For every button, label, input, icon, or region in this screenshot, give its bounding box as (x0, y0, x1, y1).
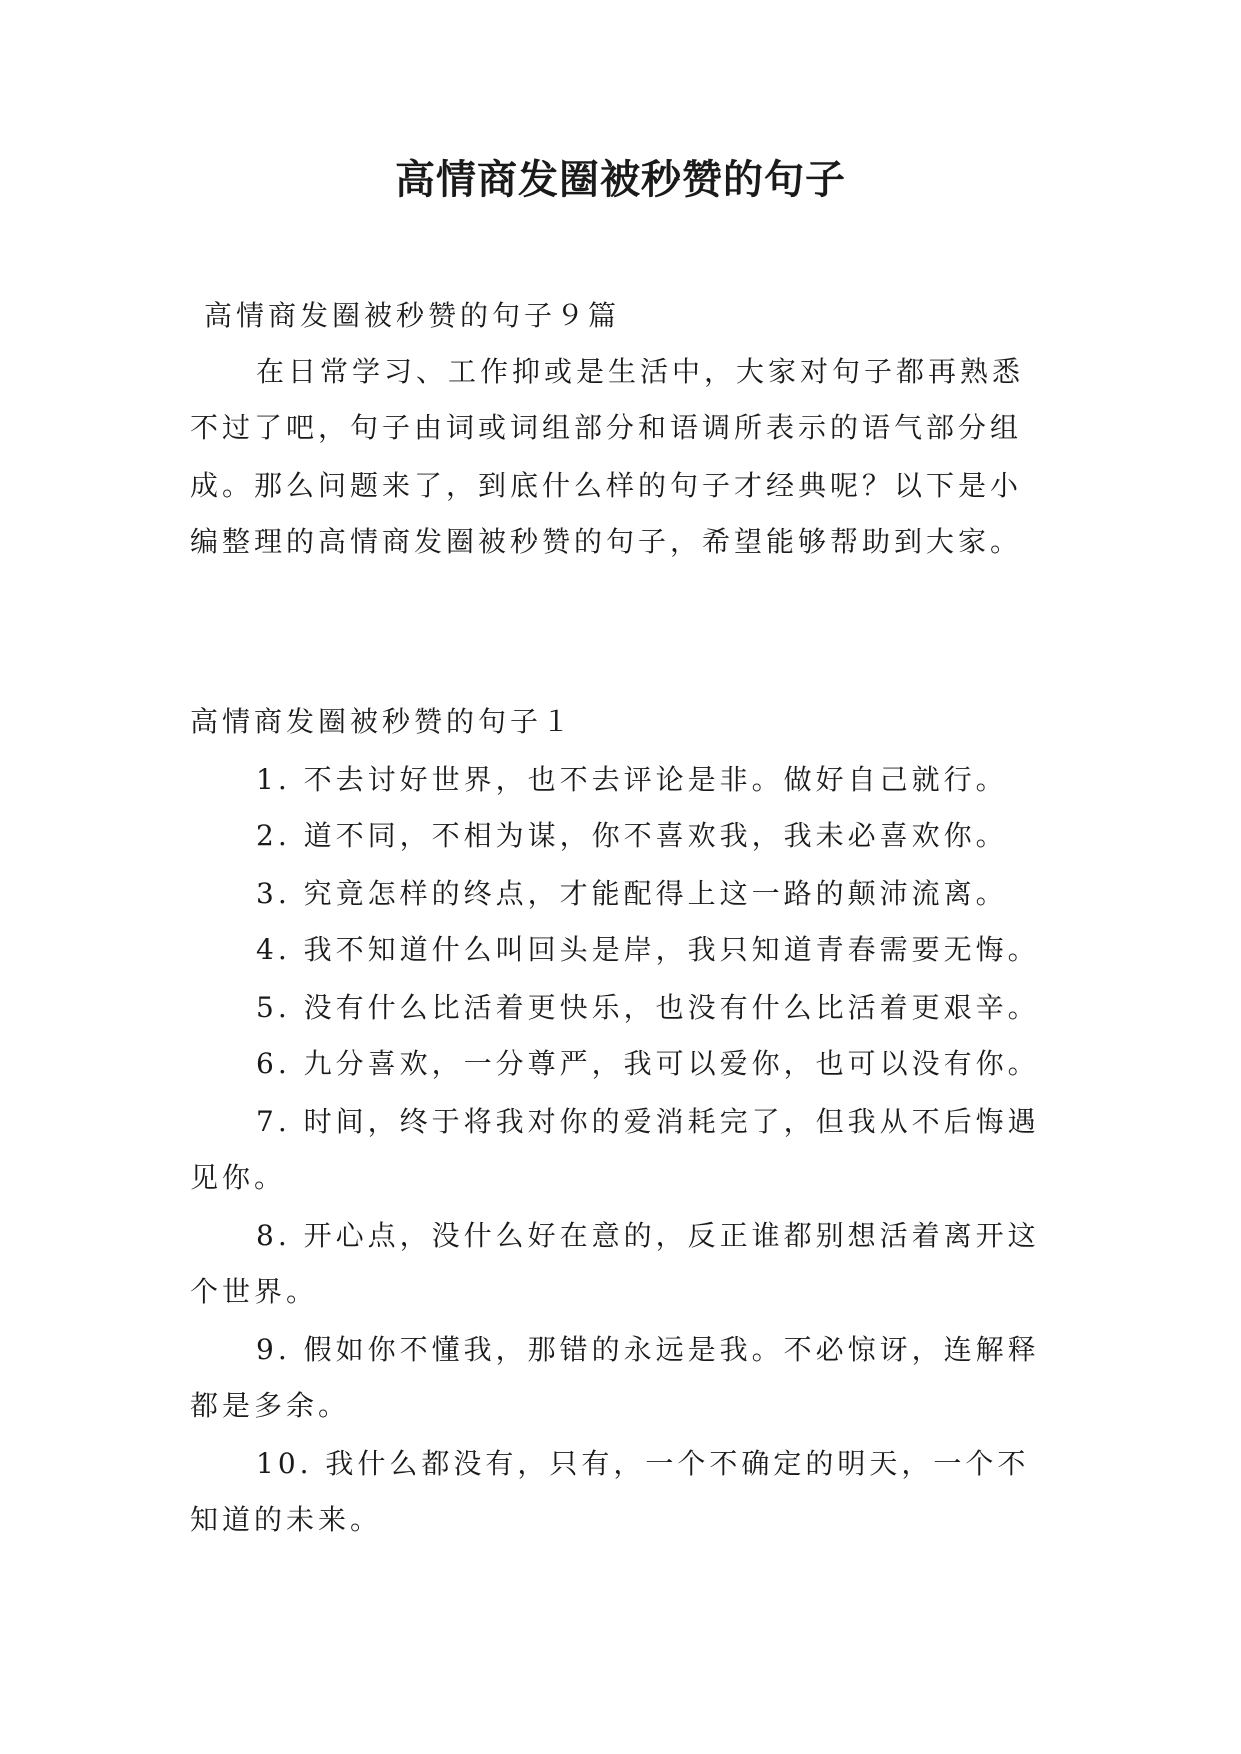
document-subtitle: 高情商发圈被秒赞的句子９篇 (204, 299, 621, 332)
list-item-10-continuation: 知道的未来。 (190, 1503, 383, 1536)
intro-line-1: 在日常学习、工作抑或是生活中，大家对句子都再熟悉 (256, 355, 1025, 388)
list-item-3: 3. 究竟怎样的终点，才能配得上这一路的颠沛流离。 (256, 877, 1008, 910)
list-item-10: 10. 我什么都没有，只有，一个不确定的明天，一个不 (256, 1447, 1030, 1480)
list-item-8-continuation: 个世界。 (190, 1275, 319, 1308)
intro-line-3: 成。那么问题来了，到底什么样的句子才经典呢？以下是小 (190, 469, 1023, 502)
list-item-6: 6. 九分喜欢，一分尊严，我可以爱你，也可以没有你。 (256, 1047, 1040, 1080)
list-item-5: 5. 没有什么比活着更快乐，也没有什么比活着更艰辛。 (256, 991, 1040, 1024)
list-item-4: 4. 我不知道什么叫回头是岸，我只知道青春需要无悔。 (256, 933, 1040, 966)
section-heading: 高情商发圈被秒赞的句子１ (190, 705, 575, 738)
list-item-8: 8. 开心点，没什么好在意的，反正谁都别想活着离开这 (256, 1219, 1040, 1252)
list-item-9: 9. 假如你不懂我，那错的永远是我。不必惊讶，连解释 (256, 1333, 1040, 1366)
list-item-9-continuation: 都是多余。 (190, 1389, 351, 1422)
list-item-7-continuation: 见你。 (190, 1161, 287, 1194)
list-item-2: 2. 道不同，不相为谋，你不喜欢我，我未必喜欢你。 (256, 819, 1008, 852)
document-title: 高情商发圈被秒赞的句子 (395, 156, 846, 203)
intro-line-4: 编整理的高情商发圈被秒赞的句子，希望能够帮助到大家。 (190, 525, 1023, 558)
intro-line-2: 不过了吧，句子由词或词组部分和语调所表示的语气部分组 (190, 411, 1023, 444)
list-item-1: 1. 不去讨好世界，也不去评论是非。做好自己就行。 (256, 763, 1008, 796)
list-item-7: 7. 时间，终于将我对你的爱消耗完了，但我从不后悔遇 (256, 1105, 1040, 1138)
